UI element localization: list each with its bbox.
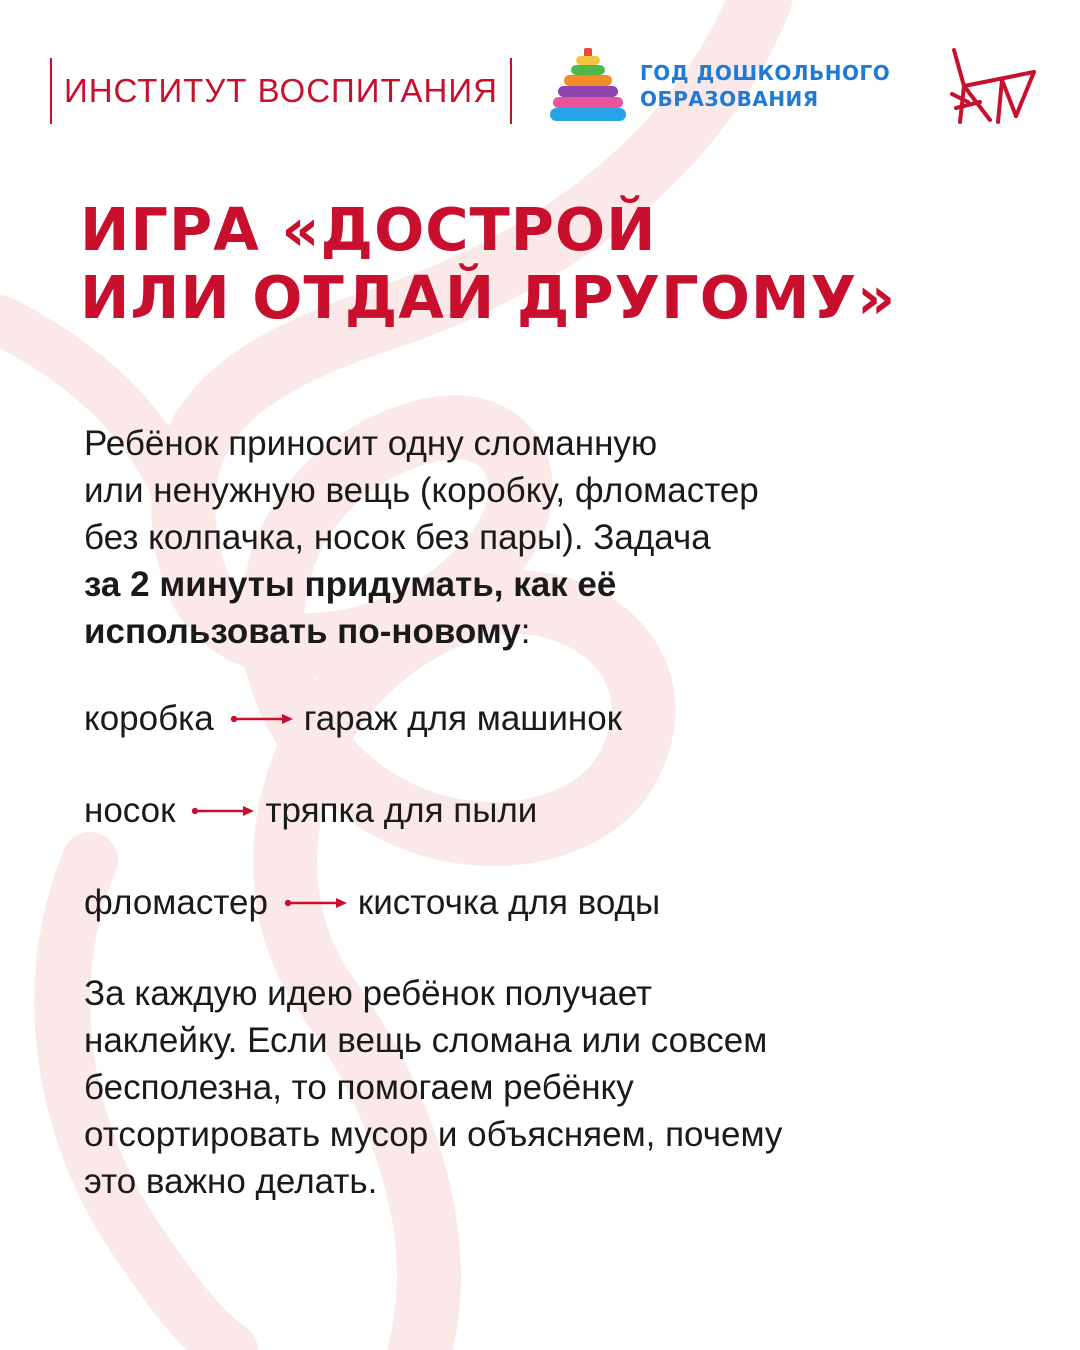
intro-bold-text-2: использовать по-новому — [84, 612, 521, 651]
arrow-right-icon — [191, 804, 255, 818]
intro-line-4 — [84, 561, 1024, 608]
outro-line-5: это важно делать. — [84, 1162, 378, 1201]
example-item — [84, 786, 1024, 836]
intro-line-5 — [84, 608, 1024, 655]
intro-line-1: Ребёнок приносит одну сломанную — [84, 424, 658, 463]
outro-line-3: бесполезна, то помогаем ребёнку — [84, 1068, 634, 1107]
example-new-use: гараж для машинок — [303, 699, 623, 738]
year-logo-line1: ГОД ДОШКОЛЬНОГО — [640, 61, 891, 85]
intro-colon: : — [520, 612, 531, 651]
example-new-use: тряпка для пыли — [265, 791, 538, 830]
arrow-right-icon — [284, 896, 348, 910]
outro-line-2: наклейку. Если вещь сломана или совсем — [84, 1021, 768, 1060]
outro-line-4: отсортировать мусор и объясняем, почему — [84, 1115, 783, 1154]
pyramid-toy-icon — [548, 46, 628, 126]
year-logo-line2: ОБРАЗОВАНИЯ — [640, 87, 819, 111]
intro-line-2: или ненужную вещь (коробку, фломастер — [84, 471, 759, 510]
example-source-item: носок — [84, 791, 176, 830]
title-line-2: ИЛИ ОТДАЙ ДРУГОМУ» — [80, 263, 897, 332]
intro-line-3: без колпачка, носок без пары). Задача — [84, 518, 711, 557]
page-title — [80, 196, 1040, 332]
outro-line-1: За каждую идею ребёнок получает — [84, 974, 653, 1013]
header — [0, 0, 1080, 170]
year-of-preschool-education-logo — [548, 46, 890, 126]
examples-list — [84, 694, 1024, 970]
intro-paragraph — [84, 420, 1024, 655]
example-source-item: коробка — [84, 699, 214, 738]
intro-bold-text-1: за 2 минуты придумать, как её — [84, 565, 617, 604]
example-item — [84, 694, 1024, 744]
institute-logo — [50, 58, 512, 124]
year-logo-text — [640, 60, 890, 112]
example-item — [84, 878, 1024, 928]
outro-paragraph — [84, 970, 1024, 1205]
chair-icon — [946, 44, 1038, 126]
arrow-right-icon — [230, 712, 294, 726]
example-source-item: фломастер — [84, 883, 268, 922]
institute-label: ИНСТИТУТ ВОСПИТАНИЯ — [64, 72, 498, 109]
title-line-1: ИГРА «ДОСТРОЙ — [80, 195, 657, 264]
example-new-use: кисточка для воды — [357, 883, 661, 922]
